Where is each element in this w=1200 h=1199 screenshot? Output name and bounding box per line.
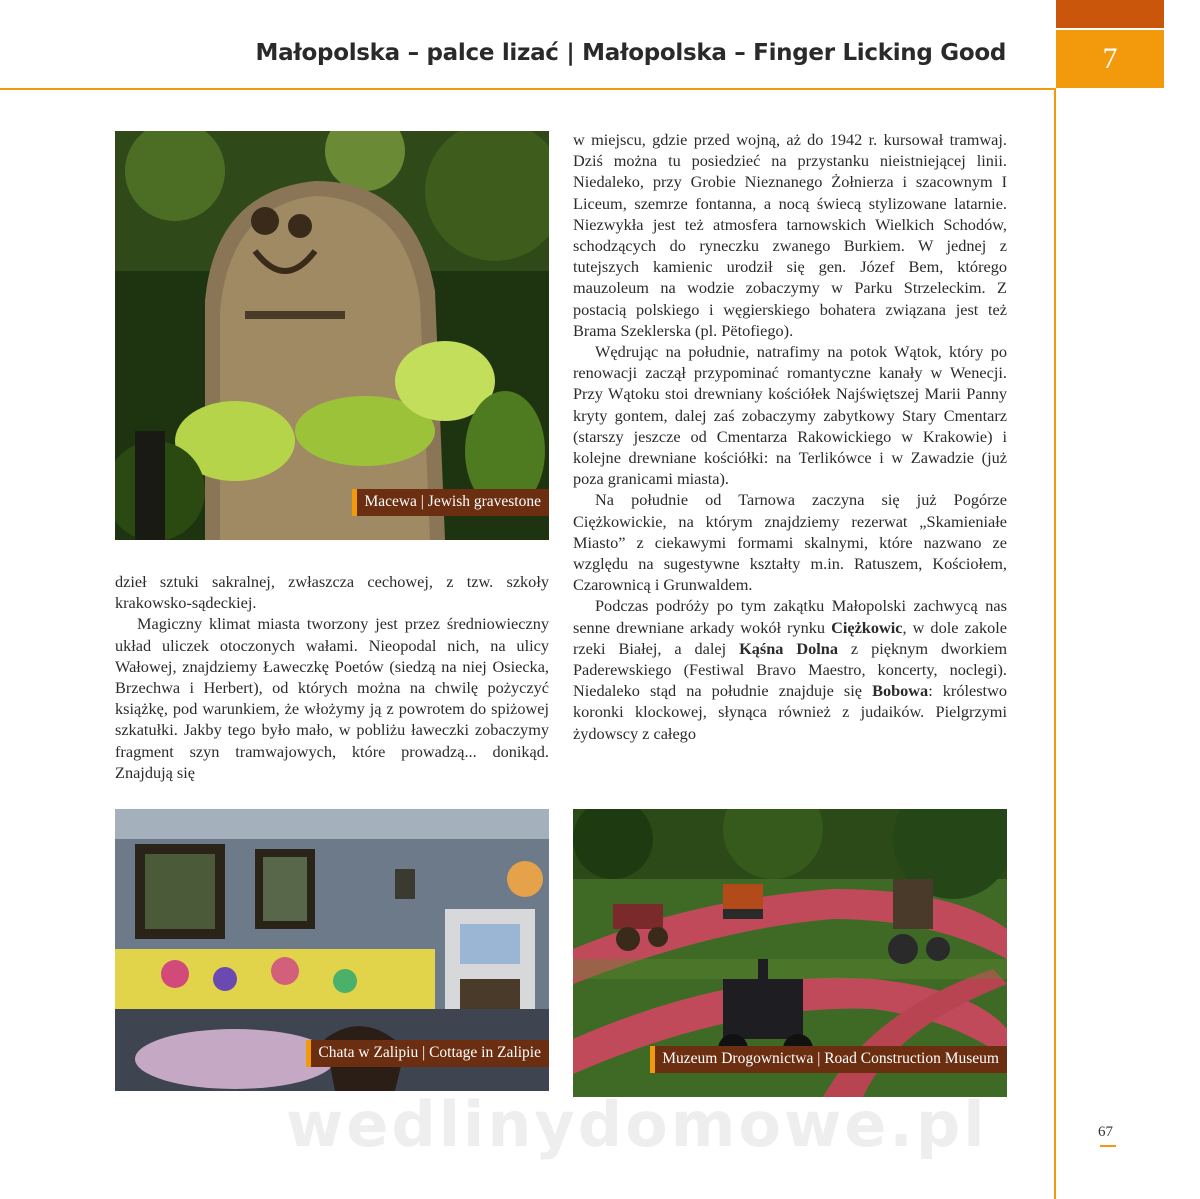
photo-cottage [115, 809, 549, 1091]
photo-museum [573, 809, 1007, 1097]
gravestone-image [115, 131, 549, 540]
text-run: : królestwo koronki klockowej, słynąca również z judaików. Pielgrzymi żydowscy z całego [573, 681, 1007, 743]
paragraph: w miejscu, gdzie przed wojną, aż do 1942 r. kursował tramwaj. Dziś można tu posiedzieć na przystanku nieistniejącej linii. Niedaleko, przy Grobie Nieznanego Żołnierza i szacownym I Liceum, szemrze fontanna, a nocą świecą stylizowane latarnie. Niezwykła jest też atmosfera tarnowskich Wielkich Schodów, schodzących do ryneczku zwanego Burkiem. W jednej z tutejszych kamienic urodził się gen. Józef Bem, którego mauzoleum na wodzie zobaczymy w Parku Strzeleckim. Z postacią polskiego i węgierskiego bohatera związana jest też Brama Szeklerska (pl. Pëtofiego). [573, 130, 1007, 340]
text-run: Podczas podróży po tym zakątku Małopolski zachwycą nas senne drewniane arkady wokół rynku [573, 596, 1007, 637]
paragraph [573, 595, 1007, 743]
place-name-kasna-dolna: Kąśna Dolna [739, 638, 838, 658]
page-title: Małopolska – palce lizać | Małopolska – Finger Licking Good [255, 40, 1006, 66]
paragraph: dzieł sztuki sakralnej, zwłaszcza cechowej, z tzw. szkoły krakowsko-sądeckiej. [115, 572, 549, 613]
caption-gravestone: Macewa | Jewish gravestone [352, 489, 549, 516]
caption-museum: Muzeum Drogownictwa | Road Construction Museum [650, 1046, 1007, 1073]
photo-gravestone [115, 131, 549, 540]
chapter-number: 7 [1056, 30, 1164, 88]
paragraph: Wędrując na południe, natrafimy na potok Wątok, który po renowacji zaczął przypominać romantyczne kanały w Wenecji. Przy Wątoku stoi drewniany kościółek Najświętszej Marii Panny kryty gontem, dalej zaś zobaczymy zabytkowy Stary Cmentarz (starszy jeszcze od Cmentarza Rakowickiego w Krakowie) i kolejne drewniane kościółki: na Terlikówce i w Zawadzie (już poza granicami miasta). [573, 342, 1007, 489]
caption-cottage: Chata w Zalipiu | Cottage in Zalipie [306, 1040, 549, 1067]
paragraph: Magiczny klimat miasta tworzony jest przez średniowieczny układ uliczek otoczonych wałami. Nieopodal nich, na ulicy Wałowej, znajdziemy Ławeczkę Poetów (siedzą na niej Osiecka, Brzechwa i Herbert), od których można na chwilę pożyczyć książkę, pod warunkiem, że włożymy ją z powrotem do spiżowej szkatułki. Jakby tego było mało, w pobliżu ławeczki zobaczymy fragment szyn tramwajowych, które prowadzą... donikąd. Znajdują się [115, 614, 549, 782]
paragraph: Na południe od Tarnowa zaczyna się już Pogórze Ciężkowickie, na którym znajdziemy rezerwat „Skamieniałe Miasto” z ciekawymi formami skalnymi, które nazwano ze względu na sugestywne kształty m.in. Ratuszem, Kościołem, Czarownicą i Grunwaldem. [573, 490, 1007, 595]
right-column-text [573, 129, 1007, 744]
page-number: 67 [1098, 1124, 1113, 1140]
place-name-bobowa: Bobowa [872, 681, 929, 701]
watermark: wedlinydomowe.pl [286, 1088, 988, 1161]
text-run: z pięknym dworkiem Paderewskiego (Festiwal Bravo Maestro, koncerty, noclegi). Niedaleko stąd na południe znajduje się [573, 638, 1007, 701]
header-divider [0, 88, 1056, 90]
place-name-ciezkowice: Ciężkowic [831, 617, 903, 637]
top-accent-bar [1056, 0, 1164, 28]
text-run: , w dole zakole rzeki Białej, a dalej [573, 617, 1007, 658]
left-column-text [115, 571, 549, 783]
page-number-underline [1100, 1145, 1116, 1147]
margin-divider [1054, 88, 1056, 1199]
